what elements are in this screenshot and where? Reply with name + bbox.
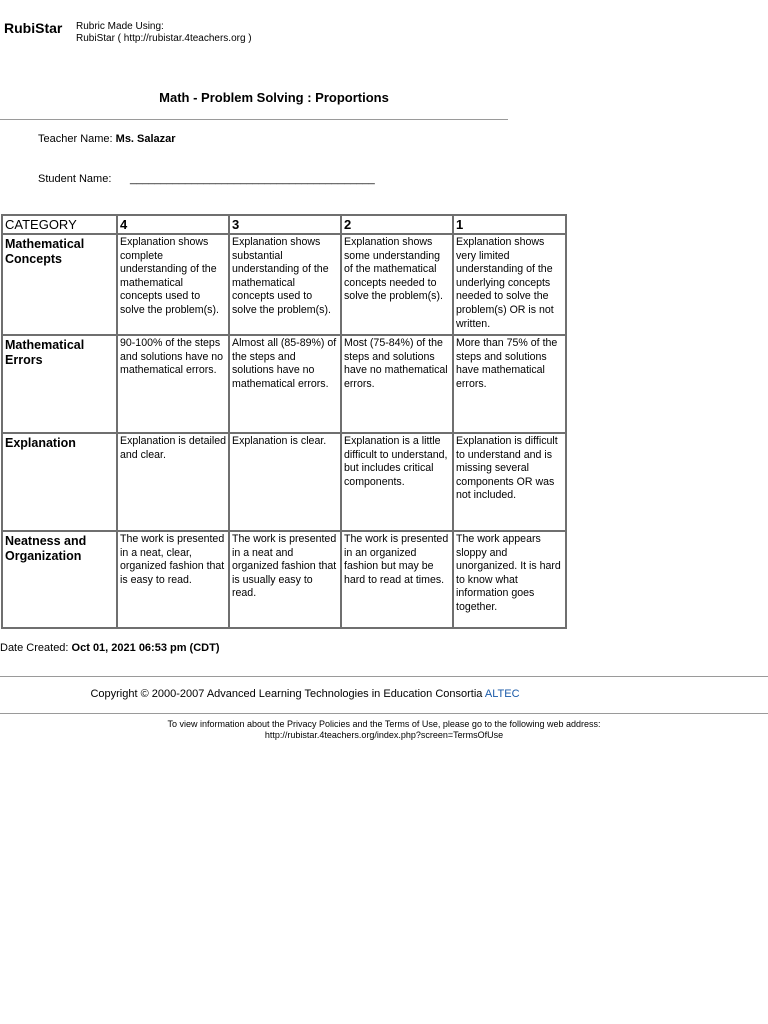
table-row xyxy=(2,433,566,531)
terms-notice xyxy=(0,719,768,741)
header-level-2: 2 xyxy=(341,215,453,234)
table-row xyxy=(2,531,566,628)
table-row xyxy=(2,335,566,433)
made-using-line-2: RubiStar ( http://rubistar.4teachers.org ) xyxy=(76,33,252,44)
table-cell: Explanation is difficult to understand and is missing several components OR was not included. xyxy=(453,433,566,531)
footer-divider-bottom xyxy=(0,713,768,714)
date-created-label: Date Created: xyxy=(0,642,69,654)
table-cell: Explanation shows very limited understanding of the underlying concepts needed to solve the problem(s) OR is not written. xyxy=(453,234,566,335)
footer-divider-top xyxy=(0,676,768,677)
title-divider xyxy=(0,119,508,120)
made-using-line-1: Rubric Made Using: xyxy=(76,21,164,32)
table-cell: Almost all (85-89%) of the steps and solutions have no mathematical errors. xyxy=(229,335,341,433)
date-created-value: Oct 01, 2021 06:53 pm (CDT) xyxy=(71,642,220,654)
header-level-4: 4 xyxy=(117,215,229,234)
teacher-name-label: Teacher Name: xyxy=(38,133,113,145)
date-created-line xyxy=(0,642,220,654)
made-using-note xyxy=(76,21,252,45)
header-category: CATEGORY xyxy=(2,215,117,234)
table-cell: Most (75-84%) of the steps and solutions have no mathematical errors. xyxy=(341,335,453,433)
table-header-row xyxy=(2,215,566,234)
header-level-1: 1 xyxy=(453,215,566,234)
row-category: Mathematical Errors xyxy=(2,335,117,433)
table-row xyxy=(2,234,566,335)
table-cell: 90-100% of the steps and solutions have no mathematical errors. xyxy=(117,335,229,433)
row-category: Neatness and Organization xyxy=(2,531,117,628)
row-category: Explanation xyxy=(2,433,117,531)
table-cell: More than 75% of the steps and solutions have mathematical errors. xyxy=(453,335,566,433)
brand-name: RubiStar xyxy=(4,20,63,36)
student-name-blank: ________________________________________ xyxy=(130,173,375,185)
table-cell: Explanation shows some understanding of the mathematical concepts needed to solve the problem(s). xyxy=(341,234,453,335)
header-level-3: 3 xyxy=(229,215,341,234)
terms-line-1: To view information about the Privacy Policies and the Terms of Use, please go to the following web address: xyxy=(167,719,601,729)
table-cell: Explanation is detailed and clear. xyxy=(117,433,229,531)
table-cell: The work is presented in an organized fashion but may be hard to read at times. xyxy=(341,531,453,628)
copyright-text: Copyright © 2000-2007 Advanced Learning Technologies in Education Consortia xyxy=(90,688,483,700)
teacher-name-line xyxy=(38,133,176,145)
row-category: Mathematical Concepts xyxy=(2,234,117,335)
table-cell: Explanation is a little difficult to understand, but includes critical components. xyxy=(341,433,453,531)
table-cell: The work is presented in a neat, clear, organized fashion that is easy to read. xyxy=(117,531,229,628)
student-name-label: Student Name: xyxy=(38,173,112,185)
page-title: Math - Problem Solving : Proportions xyxy=(159,90,389,105)
table-cell: The work is presented in a neat and organized fashion that is usually easy to read. xyxy=(229,531,341,628)
table-cell: Explanation shows complete understanding of the mathematical concepts used to solve the problem(s). xyxy=(117,234,229,335)
teacher-name-value: Ms. Salazar xyxy=(115,133,176,145)
terms-url[interactable]: http://rubistar.4teachers.org/index.php?screen=TermsOfUse xyxy=(264,730,504,740)
altec-link[interactable]: ALTEC xyxy=(484,688,520,700)
table-cell: The work appears sloppy and unorganized. It is hard to know what information goes together. xyxy=(453,531,566,628)
table-cell: Explanation shows substantial understanding of the mathematical concepts used to solve the problem(s). xyxy=(229,234,341,335)
copyright-line xyxy=(0,688,610,700)
rubric-table xyxy=(1,214,567,629)
table-cell: Explanation is clear. xyxy=(229,433,341,531)
